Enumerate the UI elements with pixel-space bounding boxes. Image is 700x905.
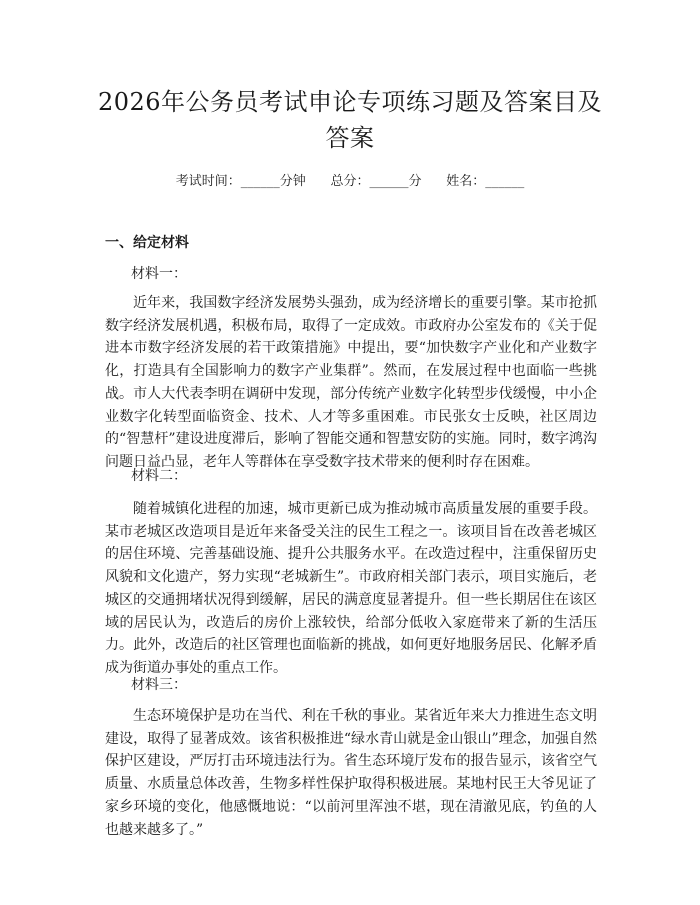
material-1-label: 材料一： xyxy=(131,266,187,282)
document-title: 2026年公务员考试申论专项练习题及答案目及答案 xyxy=(97,88,603,152)
exam-info-line: 考试时间：______分钟 总分：______分 姓名：______ xyxy=(175,174,525,189)
material-2-label: 材料二： xyxy=(131,468,187,484)
material-3-text: 生态环境保护是功在当代、利在千秋的事业。某省近年来大力推进生态文明建设，取得了显著成效。该省积极推进“绿水青山就是金山银山”理念，加强自然保护区建设，严厉打击环境违法行为。省生态环境厅发布的报告显示，该省空气质量、水质量总体改善，生物多样性保护取得积极进展。某地村民王大爷见证了家乡环境的变化，他感慨地说：“以前河里浑浊不堪，现在清澈见底，钓鱼的人也越来越多了。” xyxy=(105,708,597,838)
material-3-label: 材料三： xyxy=(131,677,187,693)
section-heading: 一、给定材料 xyxy=(105,235,189,251)
material-1-text: 近年来，我国数字经济发展势头强劲，成为经济增长的重要引擎。某市抢抓数字经济发展机遇，积极布局，取得了一定成效。市政府办公室发布的《关于促进本市数字经济发展的若干政策措施》中提出，要“加快数字产业化和产业数字化，打造具有全国影响力的数字产业集群”。然而，在发展过程中也面临一些挑战。市人大代表李明在调研中发现，部分传统产业数字化转型步伐缓慢，中小企业数字化转型面临资金、技术、人才等多重困难。市民张女士反映，社区周边的“智慧杆”建设进度滞后，影响了智能交通和智慧安防的实施。同时，数字鸿沟问题日益凸显，老年人等群体在享受数字技术带来的便利时存在困难。 xyxy=(105,295,597,470)
material-2-text: 随着城镇化进程的加速，城市更新已成为推动城市高质量发展的重要手段。某市老城区改造项目是近年来备受关注的民生工程之一。该项目旨在改善老城区的居住环境、完善基础设施、提升公共服务水平。在改造过程中，注重保留历史风貌和文化遗产，努力实现“老城新生”。市政府相关部门表示，项目实施后，老城区的交通拥堵状况得到缓解，居民的满意度显著提升。但一些长期居住在该区域的居民认为，改造后的房价上涨较快，给部分低收入家庭带来了新的生活压力。此外，改造后的社区管理也面临新的挑战，如何更好地服务居民、化解矛盾成为街道办事处的重点工作。 xyxy=(105,501,597,676)
